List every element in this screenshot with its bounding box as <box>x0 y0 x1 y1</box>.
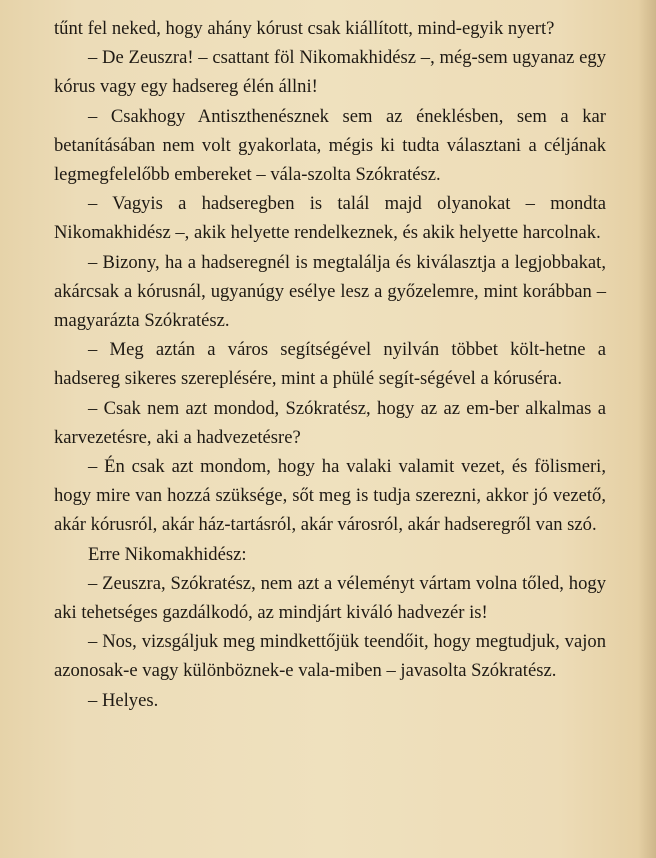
body-text <box>54 14 606 715</box>
paragraph: – Én csak azt mondom, hogy ha valaki valamit vezet, és fölismeri, hogy mire van hozzá szüksége, sőt meg is tudja szerezni, akkor jó vezető, akár kórusról, akár ház-tartásról, akár városról, akár hadseregről van szó. <box>54 456 606 536</box>
paragraph: – De Zeuszra! – csattant föl Nikomakhidész –, még-sem ugyanaz egy kórus vagy egy hadsereg élén állni! <box>54 47 606 98</box>
paragraph: – Vagyis a hadseregben is talál majd olyanokat – mondta Nikomakhidész –, akik helyette rendelkeznek, és akik helyette harcolnak. <box>54 193 606 244</box>
paragraph: – Helyes. <box>88 689 159 711</box>
paragraph: tűnt fel neked, hogy ahány kórust csak kiállított, mind-egyik nyert? <box>54 18 555 39</box>
page-edge-shadow <box>638 0 656 858</box>
paragraph: – Csakhogy Antiszthenésznek sem az éneklésben, sem a kar betanításában nem volt gyakorlata, mégis ki tudta választani a céljának legmegfelelőbb embereket – vála-szolta Szókratész. <box>54 105 606 186</box>
paragraph: Erre Nikomakhidész: <box>88 543 247 565</box>
paragraph: – Meg aztán a város segítségével nyilván többet költ-hetne a hadsereg sikeres szereplésére, mint a phülé segít-ségével a kóruséra. <box>54 339 606 390</box>
paragraph: – Zeuszra, Szókratész, nem azt a véleményt vártam volna tőled, hogy aki tehetséges gazdálkodó, az mindjárt kiváló hadvezér is! <box>54 572 606 624</box>
paragraph: – Nos, vizsgáljuk meg mindkettőjük teendőit, hogy megtudjuk, vajon azonosak-e vagy különböznek-e vala-miben – javasolta Szókratész. <box>54 631 606 682</box>
paragraph: – Bizony, ha a hadseregnél is megtalálja és kiválasztja a legjobbakat, akárcsak a kórusnál, ugyanúgy esélye lesz a győzelemre, mint korábban – magyarázta Szókratész. <box>54 251 606 332</box>
paragraph: – Csak nem azt mondod, Szókratész, hogy az az em-ber alkalmas a karvezetésre, aki a hadvezetésre? <box>54 397 606 448</box>
